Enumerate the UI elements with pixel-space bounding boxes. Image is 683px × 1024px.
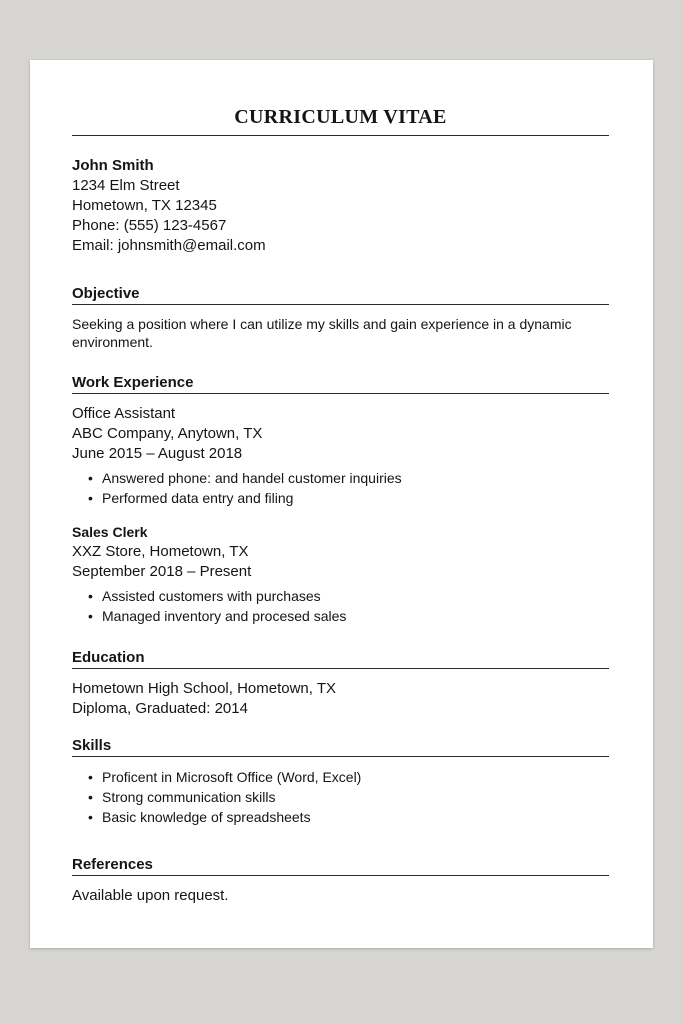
list-item: • Answered phone: and handel customer inquiries: [88, 468, 609, 488]
list-item: • Proficent in Microsoft Office (Word, Excel): [88, 767, 609, 787]
contact-name: John Smith: [72, 157, 154, 174]
section-heading-references: References: [72, 856, 609, 876]
job-entry: [72, 522, 609, 582]
objective-text: Seeking a position where I can utilize my skills and gain experience in a dynamic environment.: [72, 316, 572, 350]
job-title: Sales Clerk: [72, 524, 148, 540]
job-bullets: [72, 586, 609, 626]
job-title: Office Assistant: [72, 405, 176, 422]
references-section: [72, 856, 609, 906]
work-experience-section: [72, 374, 609, 626]
contact-block: [72, 156, 266, 256]
job-bullets: [72, 468, 609, 508]
list-item: • Managed inventory and procesed sales: [88, 606, 609, 626]
contact-phone: Phone: (555) 123-4567: [72, 217, 227, 234]
section-heading-education: Education: [72, 649, 609, 669]
references-text: Available upon request.: [72, 887, 229, 904]
contact-email: Email: johnsmith@email.com: [72, 237, 266, 254]
job-entry: [72, 404, 609, 464]
section-heading-skills: Skills: [72, 737, 609, 757]
document-title: CURRICULUM VITAE: [234, 106, 447, 128]
list-item: • Basic knowledge of spreadsheets: [88, 807, 609, 827]
contact-street: 1234 Elm Street: [72, 177, 180, 194]
job-dates: June 2015 – August 2018: [72, 445, 243, 462]
job-dates: September 2018 – Present: [72, 563, 252, 580]
skills-list: [72, 767, 609, 827]
section-heading-work-experience: Work Experience: [72, 374, 609, 394]
resume-page: [30, 60, 653, 948]
contact-city: Hometown, TX 12345: [72, 197, 217, 214]
education-diploma: Diploma, Graduated: 2014: [72, 700, 248, 717]
objective-section: [72, 285, 609, 351]
list-item: • Assisted customers with purchases: [88, 586, 609, 606]
education-details: [72, 679, 609, 719]
education-school: Hometown High School, Hometown, TX: [72, 680, 337, 697]
skills-section: [72, 737, 609, 827]
title-divider: [72, 135, 609, 136]
list-item: • Performed data entry and filing: [88, 488, 609, 508]
section-heading-objective: Objective: [72, 285, 609, 305]
job-company: XXZ Store, Hometown, TX: [72, 543, 249, 560]
list-item: • Strong communication skills: [88, 787, 609, 807]
job-company: ABC Company, Anytown, TX: [72, 425, 263, 442]
education-section: [72, 649, 609, 719]
